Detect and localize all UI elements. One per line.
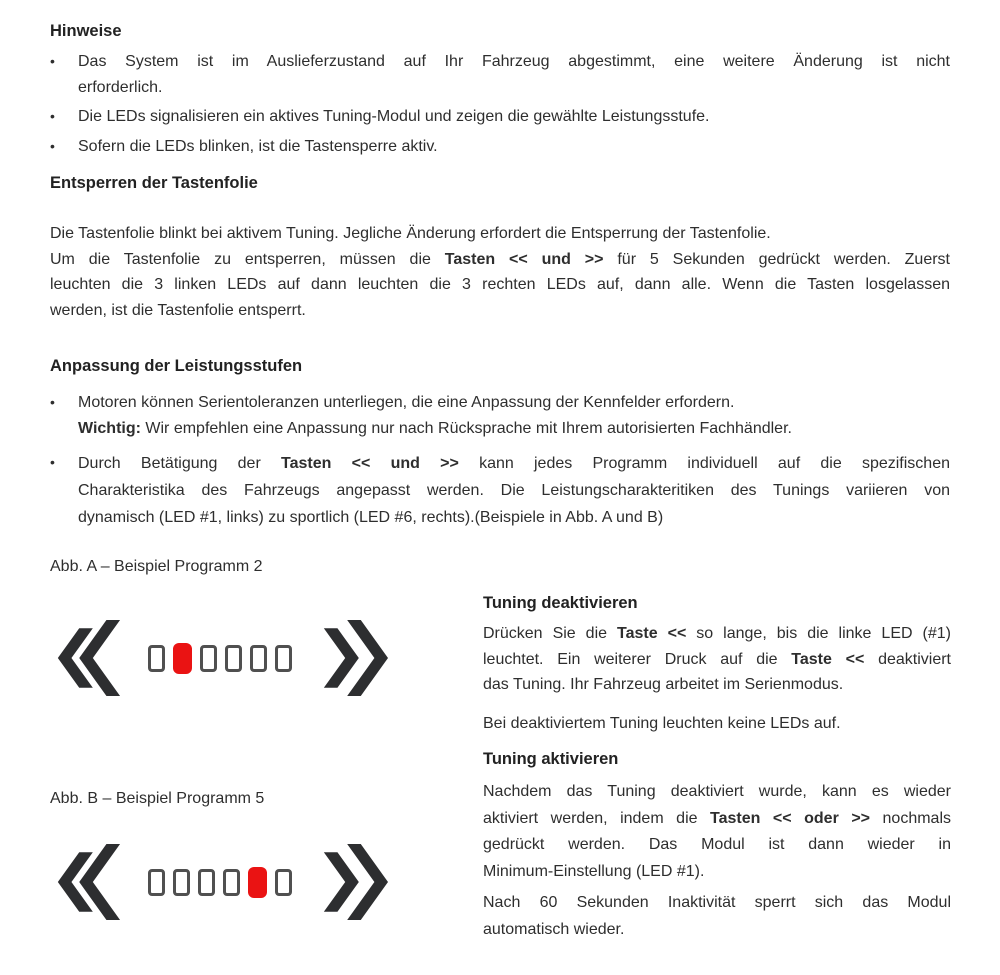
deaktivieren-note: [483, 711, 951, 737]
led-indicator: [148, 645, 165, 672]
text-line: Durch Betätigung der Tasten << und >> kann jedes Programm individuell auf die spezifischen: [78, 455, 951, 472]
list-item-text: [78, 104, 950, 130]
entsperren-paragraph: [50, 221, 950, 323]
section-title-tuning-deaktivieren: Tuning deaktivieren: [483, 594, 638, 612]
text-line: gedrückt werden. Das Modul ist dann wieder in: [483, 836, 951, 853]
list-item-text: [78, 450, 950, 531]
text-line: dynamisch (LED #1, links) zu sportlich (LED #6, rechts).(Beispiele in Abb. A und B): [78, 509, 664, 526]
text-line: Die Tastenfolie blinkt bei aktivem Tuning. Jegliche Änderung erfordert die Entsperrung der Tastenfolie.: [50, 225, 771, 242]
bullet-icon: •: [50, 108, 55, 124]
led-indicator: [275, 869, 292, 896]
anpassung-list: [50, 390, 950, 535]
list-item: [50, 390, 950, 442]
bullet-icon: •: [50, 53, 55, 69]
double-chevron-left-icon: [52, 620, 122, 696]
figure-a-label: Abb. A – Beispiel Programm 2: [50, 558, 263, 575]
text-line: Nachdem das Tuning deaktiviert wurde, kann es wieder: [483, 783, 951, 800]
list-item: [50, 134, 950, 160]
led-indicator-active: [173, 643, 192, 674]
text-line: Motoren können Serientoleranzen unterliegen, die eine Anpassung der Kennfelder erfordern.: [78, 394, 735, 411]
led-indicator: [275, 645, 292, 672]
text-line: leuchtet. Ein weiterer Druck auf die Taste << deaktiviert: [483, 650, 951, 668]
text-line: Charakteristika des Fahrzeugs angepasst werden. Die Leistungscharakteritiken des Tunings variieren von: [78, 482, 950, 499]
deaktivieren-paragraph: [483, 621, 951, 698]
bullet-icon: •: [50, 394, 55, 410]
figure-b: [52, 836, 388, 928]
section-title-anpassung: Anpassung der Leistungsstufen: [50, 357, 303, 375]
double-chevron-right-icon: [318, 844, 388, 920]
list-item: [50, 49, 950, 100]
list-item-text: [78, 49, 950, 100]
double-chevron-right-icon: [318, 620, 388, 696]
led-indicator: [198, 869, 215, 896]
list-item-text: [78, 390, 950, 442]
text-line: werden, ist die Tastenfolie entsperrt.: [50, 301, 306, 319]
text-line: Minimum-Einstellung (LED #1).: [483, 862, 705, 880]
text-line: Drücken Sie die Taste << so lange, bis die linke LED (#1): [483, 625, 951, 642]
led-indicator: [148, 869, 165, 896]
section-title-tuning-aktivieren: Tuning aktivieren: [483, 750, 619, 768]
text-line: automatisch wieder.: [483, 920, 625, 938]
text-line: Bei deaktiviertem Tuning leuchten keine LEDs auf.: [483, 715, 841, 732]
text-line: aktiviert werden, indem die Tasten << oder >> nochmals: [483, 809, 952, 827]
led-indicator: [200, 645, 217, 672]
section-title-entsperren: Entsperren der Tastenfolie: [50, 174, 258, 192]
text-line: Wichtig: Wir empfehlen eine Anpassung nur nach Rücksprache mit Ihrem autorisierten Fachhändler.: [78, 420, 792, 437]
text-line: das Tuning. Ihr Fahrzeug arbeitet im Serienmodus.: [483, 676, 844, 693]
text-line: Um die Tastenfolie zu entsperren, müssen die Tasten << und >> für 5 Sekunden gedrückt werden. Zuerst: [50, 250, 950, 268]
figure-b-label: Abb. B – Beispiel Programm 5: [50, 790, 265, 807]
list-item-text: [78, 134, 950, 160]
bullet-icon: •: [50, 454, 55, 470]
list-item: [50, 104, 950, 130]
text-line: Nach 60 Sekunden Inaktivität sperrt sich das Modul: [483, 894, 951, 911]
hinweise-list: [50, 49, 950, 163]
list-item: [50, 450, 950, 531]
aktivieren-note: [483, 890, 951, 943]
led-indicator-row: [148, 867, 292, 898]
double-chevron-left-icon: [52, 844, 122, 920]
led-indicator-active: [248, 867, 267, 898]
led-indicator-row: [148, 643, 292, 674]
text-line: Sofern die LEDs blinken, ist die Tastensperre aktiv.: [78, 137, 438, 155]
figure-a: [52, 612, 388, 704]
led-indicator: [225, 645, 242, 672]
led-indicator: [223, 869, 240, 896]
section-title-hinweise: Hinweise: [50, 22, 122, 40]
aktivieren-paragraph: [483, 779, 951, 885]
text-line: Die LEDs signalisieren ein aktives Tuning-Modul und zeigen die gewählte Leistungsstufe.: [78, 108, 710, 125]
bullet-icon: •: [50, 137, 55, 154]
text-line: Das System ist im Auslieferzustand auf Ihr Fahrzeug abgestimmt, eine weitere Änderung ist nicht: [78, 53, 950, 70]
led-indicator: [250, 645, 267, 672]
text-line: erforderlich.: [78, 78, 163, 96]
text-line: leuchten die 3 linken LEDs auf dann leuchten die 3 rechten LEDs auf, dann alle. Wenn die Tasten losgelassen: [50, 276, 950, 293]
led-indicator: [173, 869, 190, 896]
